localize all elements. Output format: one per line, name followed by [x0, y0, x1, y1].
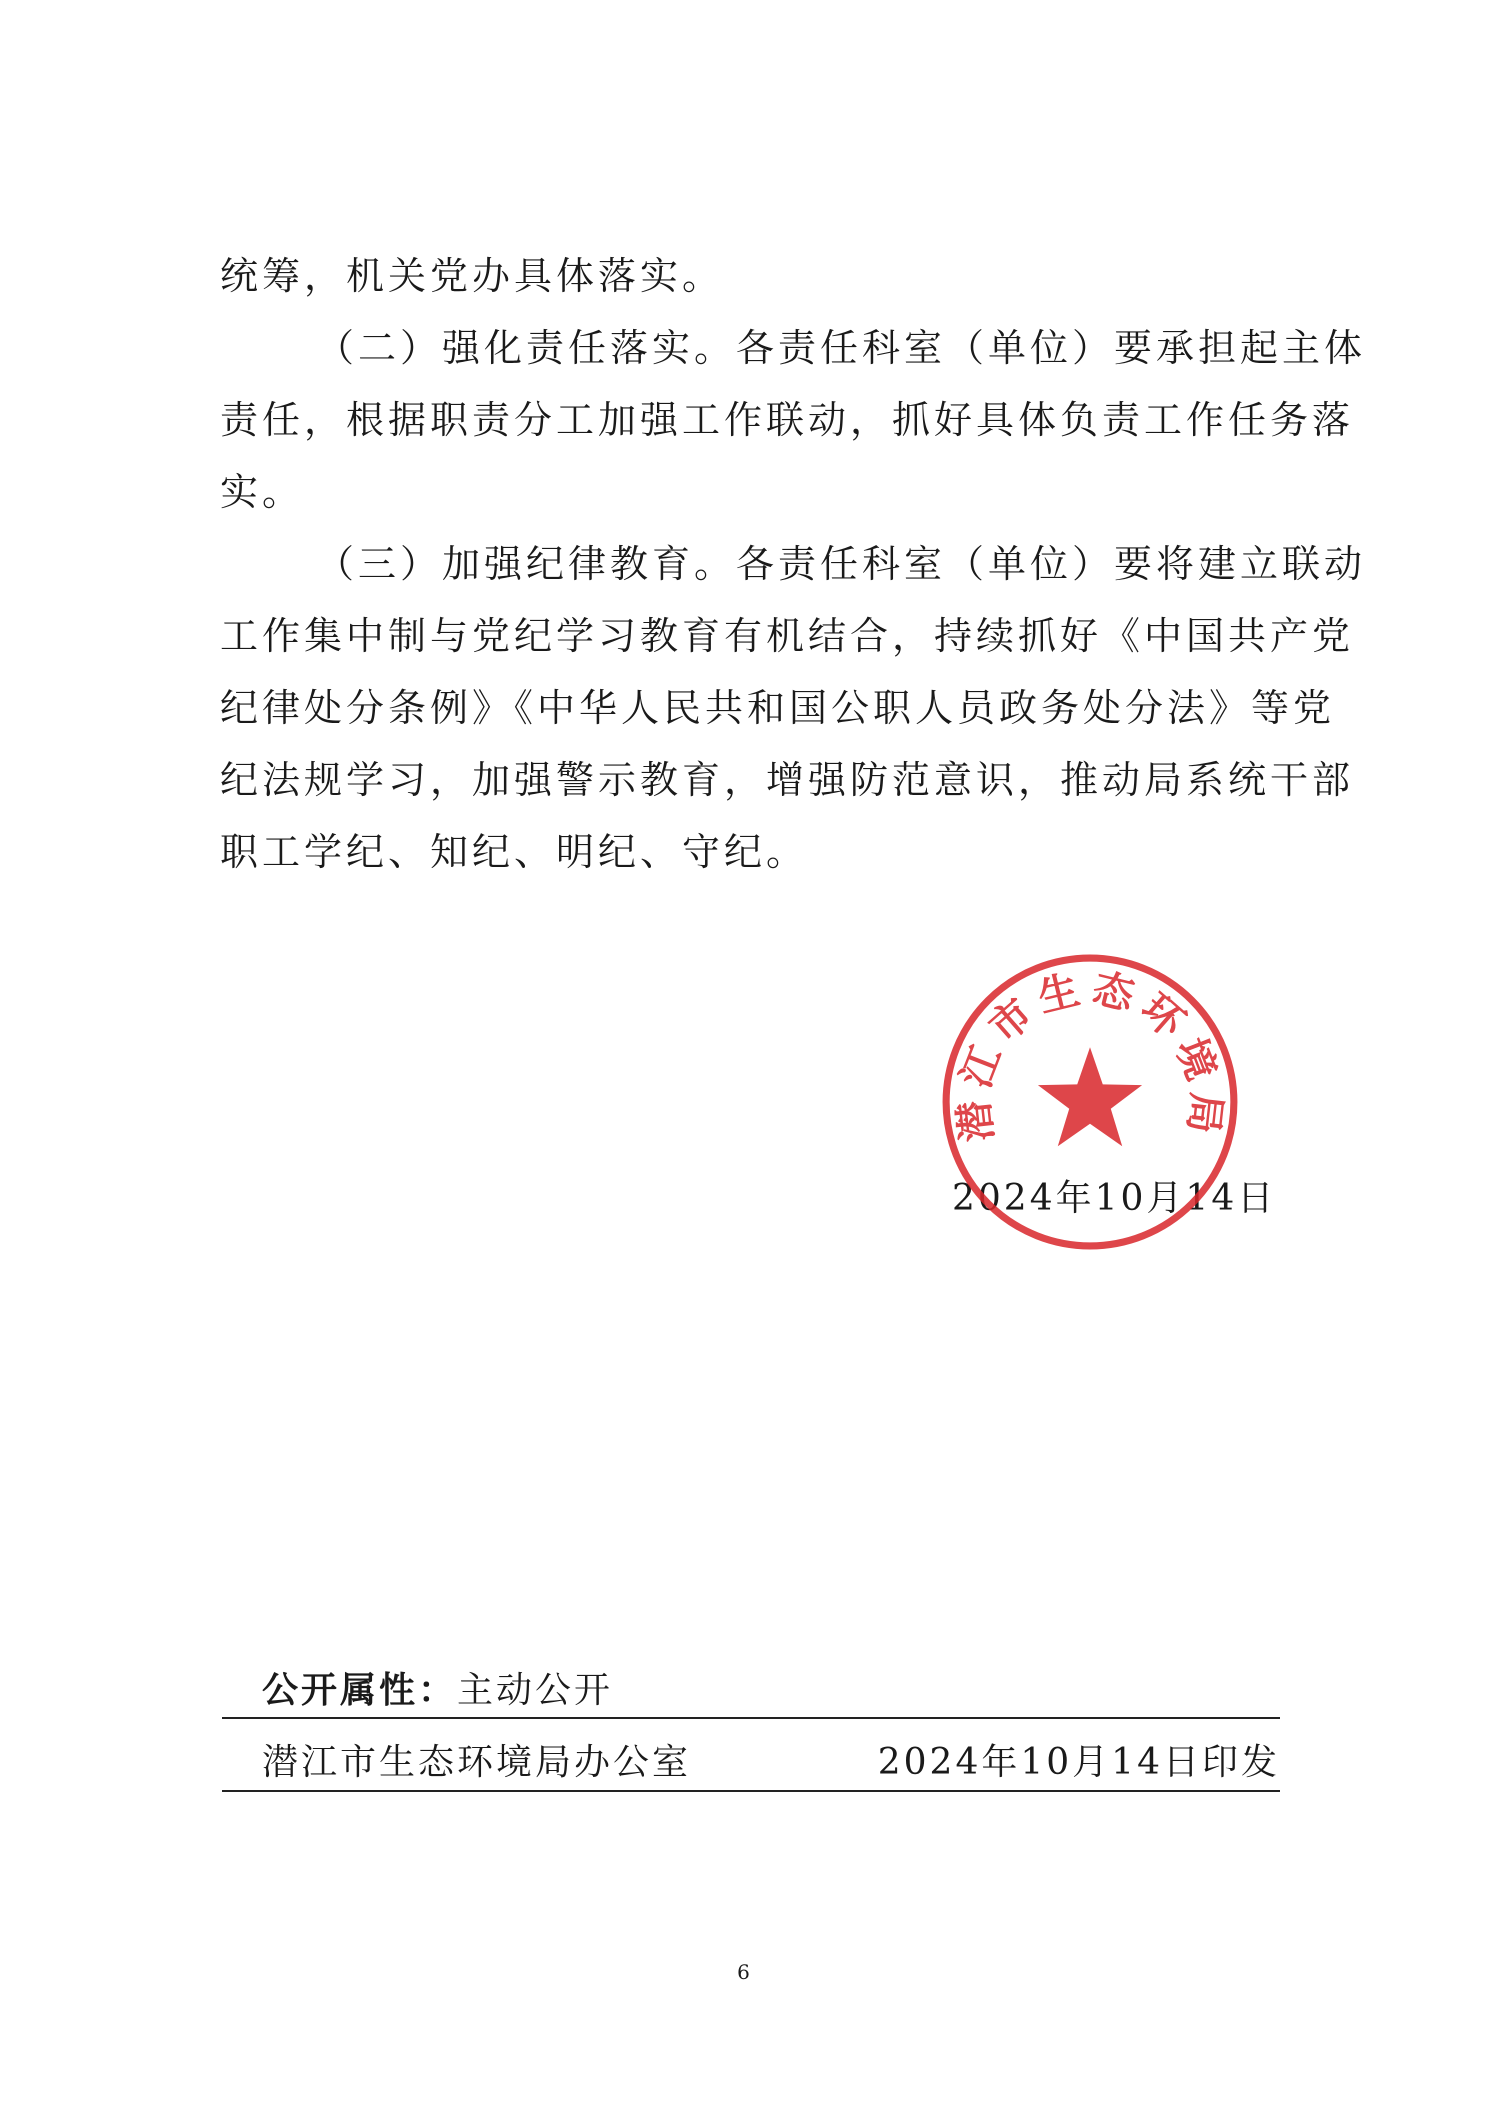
paragraph-line: 责任，根据职责分工加强工作联动，抓好具体负责工作任务落	[220, 398, 1355, 442]
paragraph-3	[220, 528, 1367, 888]
signature-date: 2024年10月14日	[952, 1178, 1277, 1219]
paragraph-line: （二）强化责任落实。各责任科室（单位）要承担起主体	[316, 326, 1367, 370]
disclosure-label: 公开属性：	[262, 1670, 458, 1711]
divider-top	[222, 1717, 1280, 1719]
page-number: 6	[737, 1960, 750, 1984]
disclosure-attribute	[222, 1666, 1280, 1716]
paragraph-1	[220, 240, 1280, 312]
seal-text: 潜江市生态环境局	[948, 963, 1232, 1145]
issuer-line	[222, 1738, 1280, 1788]
issued-date: 2024年10月14日印发	[877, 1742, 1280, 1783]
paragraph-line: 纪律处分条例》《中华人民共和国公职人员政务处分法》等党	[220, 686, 1336, 730]
paragraph-line: 工作集中制与党纪学习教育有机结合，持续抓好《中国共产党	[220, 614, 1355, 658]
paragraph-2	[220, 312, 1367, 528]
issuer-name: 潜江市生态环境局办公室	[262, 1742, 692, 1783]
paragraph-line: 统筹，机关党办具体落实。	[220, 254, 725, 298]
paragraph-line: 纪法规学习，加强警示教育，增强防范意识，推动局系统干部	[220, 758, 1355, 802]
paragraph-line: （三）加强纪律教育。各责任科室（单位）要将建立联动	[316, 542, 1367, 586]
paragraph-line: 职工学纪、知纪、明纪、守纪。	[220, 830, 809, 874]
official-seal-icon	[938, 950, 1242, 1254]
paragraph-line: 实。	[220, 470, 305, 514]
divider-bottom	[222, 1790, 1280, 1792]
disclosure-value: 主动公开	[457, 1670, 614, 1711]
